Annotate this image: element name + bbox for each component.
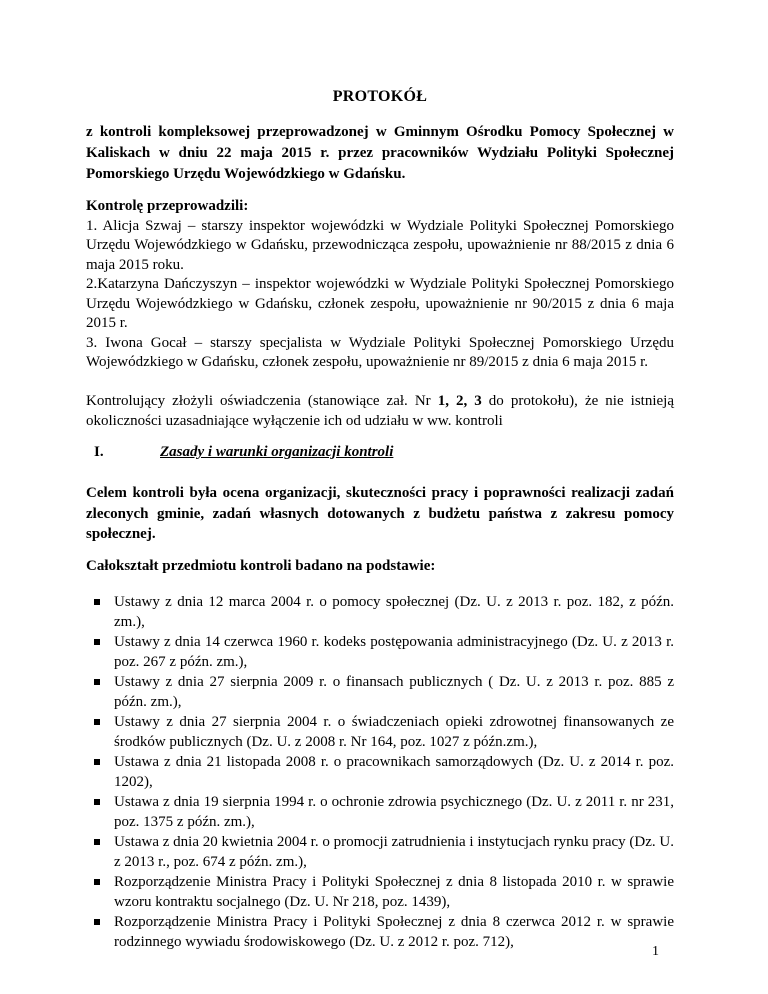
legal-basis-list (86, 593, 674, 953)
team-member: 3. Iwona Gocał – starszy specjalista w Wydziale Polityki Społecznej Pomorskiego Urzędu Wojewódzkiego w Gdańsku, członek zespołu, upoważnienie nr 89/2015 z dnia 6 maja 2015 r. (86, 334, 674, 370)
square-bullet-icon (94, 679, 100, 685)
list-item: Ustawa z dnia 20 kwietnia 2004 r. o promocji zatrudnienia i instytucjach rynku pracy (Dz. U. z 2013 r., poz. 674 z późn. zm.), (86, 833, 674, 872)
list-item: Ustawa z dnia 21 listopada 2008 r. o pracownikach samorządowych (Dz. U. z 2014 r. poz. 1202), (86, 753, 674, 792)
square-bullet-icon (94, 879, 100, 885)
list-item: Ustawy z dnia 27 sierpnia 2004 r. o świadczeniach opieki zdrowotnej finansowanych ze środków publicznych (Dz. U. z 2008 r. Nr 164, poz. 1027 z późn.zm.), (86, 713, 674, 752)
declaration-text-before: Kontrolujący złożyli oświadczenia (stanowiące zał. Nr (86, 393, 438, 409)
list-item: Rozporządzenie Ministra Pracy i Polityki Społecznej z dnia 8 listopada 2010 r. w sprawie wzoru kontraktu socjalnego (Dz. U. Nr 218, poz. 1439), (86, 873, 674, 912)
square-bullet-icon (94, 719, 100, 725)
document-title: PROTOKÓŁ (332, 88, 428, 105)
square-bullet-icon (94, 759, 100, 765)
document-subtitle: z kontroli kompleksowej przeprowadzonej w Gminnym Ośrodku Pomocy Społecznej w Kaliskach w dniu 22 maja 2015 r. przez pracowników Wydziału Polityki Społecznej Pomorskiego Urzędu Wojewódzkiego w Gdańsku. (86, 124, 674, 182)
square-bullet-icon (94, 599, 100, 605)
square-bullet-icon (94, 639, 100, 645)
section-title: Zasady i warunki organizacji kontroli (160, 444, 394, 460)
control-goal: Celem kontroli była ocena organizacji, skuteczności pracy i poprawności realizacji zadań zleconych gminie, zadań własnych dotowanych z budżetu państwa z zakresu pomocy społecznej. (86, 485, 674, 542)
team-member: 1. Alicja Szwaj – starszy inspektor wojewódzki w Wydziale Polityki Społecznej Pomorskiego Urzędu Wojewódzkiego w Gdańsku, przewodnicząca zespołu, upoważnienie nr 88/2015 z dnia 6 maja 2015 roku. (86, 217, 674, 273)
declaration-paragraph (86, 391, 674, 431)
inspection-team (86, 197, 674, 373)
page-number: 1 (652, 944, 659, 959)
square-bullet-icon (94, 919, 100, 925)
square-bullet-icon (94, 839, 100, 845)
square-bullet-icon (94, 799, 100, 805)
list-item: Ustawy z dnia 12 marca 2004 r. o pomocy społecznej (Dz. U. z 2013 r. poz. 182, z późn. zm.), (86, 593, 674, 632)
declaration-text-after: do protokołu), że nie istnieją okoliczności uzasadniające wyłączenie ich od udziału w ww. kontroli (86, 393, 674, 429)
declaration-attachment-numbers: 1, 2, 3 (437, 393, 482, 409)
list-item: Ustawa z dnia 19 sierpnia 1994 r. o ochronie zdrowia psychicznego (Dz. U. z 2011 r. nr 231, poz. 1375 z późn. zm.), (86, 793, 674, 832)
basis-heading: Całokształt przedmiotu kontroli badano na podstawie: (86, 558, 436, 574)
list-item: Rozporządzenie Ministra Pracy i Polityki Społecznej z dnia 8 czerwca 2012 r. w sprawie rodzinnego wywiadu środowiskowego (Dz. U. z 2012 r. poz. 712), (86, 913, 674, 952)
team-member: 2.Katarzyna Dańczyszyn – inspektor wojewódzki w Wydziale Polityki Społecznej Pomorskiego Urzędu Wojewódzkiego w Gdańsku, członek zespołu, upoważnienie nr 90/2015 z dnia 6 maja 2015 r. (86, 276, 674, 331)
team-header: Kontrolę przeprowadzili: (86, 198, 249, 214)
list-item: Ustawy z dnia 14 czerwca 1960 r. kodeks postępowania administracyjnego (Dz. U. z 2013 r. poz. 267 z późn. zm.), (86, 633, 674, 672)
section-number: I. (94, 444, 104, 460)
list-item: Ustawy z dnia 27 sierpnia 2009 r. o finansach publicznych ( Dz. U. z 2013 r. poz. 885 z późn. zm.), (86, 673, 674, 712)
